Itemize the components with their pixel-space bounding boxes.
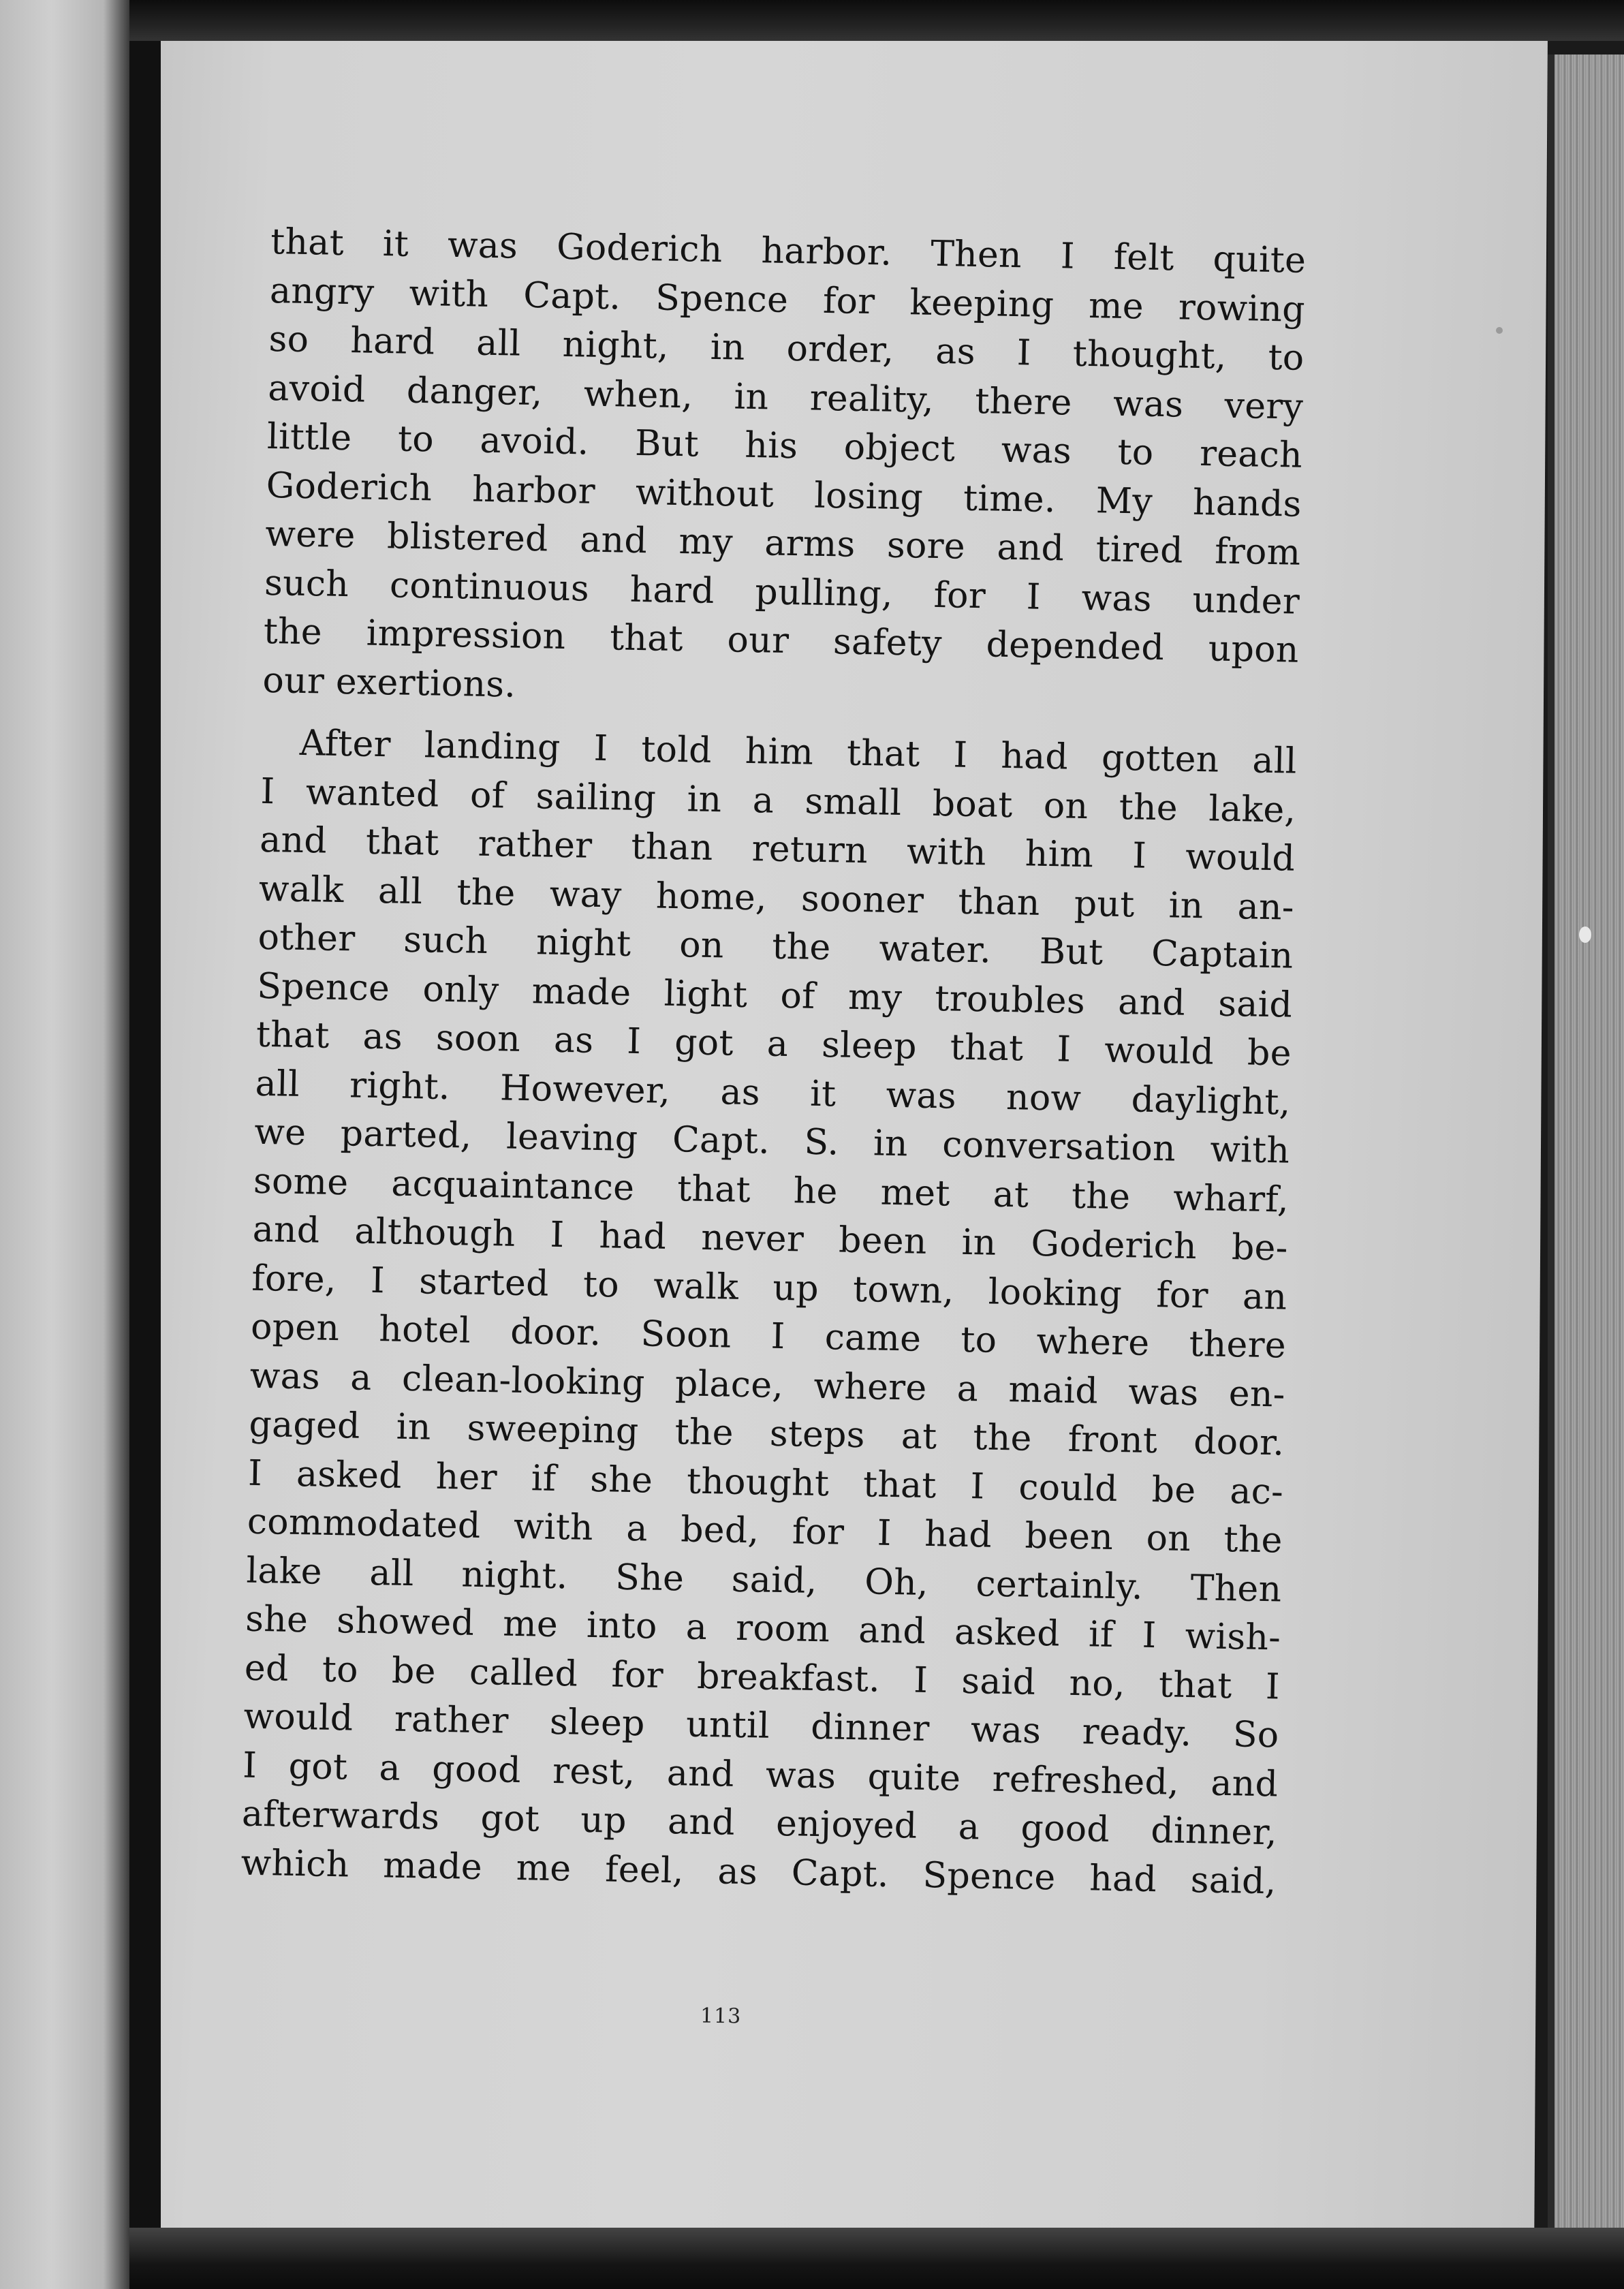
text-line: avoid danger, when, in reality, there was very (267, 367, 1304, 428)
text-line: was a clean-looking place, where a maid was en- (249, 1355, 1286, 1416)
top-border-shadow (129, 0, 1624, 41)
bottom-border-shadow (129, 2228, 1624, 2289)
body-text (240, 218, 1307, 1906)
text-line: ed to be called for breakfast. I said no, that I (244, 1647, 1281, 1707)
page-number: 113 (700, 2004, 742, 2029)
paragraph (262, 218, 1307, 724)
text-line: other such night on the water. But Captain (257, 916, 1294, 977)
text-line: would rather sleep until dinner was ready. So (243, 1696, 1279, 1756)
text-line: our exertions. (262, 659, 516, 706)
text-line: all right. However, as it was now daylight, (255, 1063, 1292, 1123)
text-line: were blistered and my arms sore and tired from (264, 513, 1301, 574)
text-line: Goderich harbor without losing time. My hands (266, 465, 1302, 525)
page-stack-edge (1548, 54, 1624, 2248)
text-line: which made me feel, as Capt. Spence had said, (240, 1842, 1277, 1902)
book-spine-shadow (129, 0, 161, 2289)
paper-speck (1496, 327, 1503, 334)
text-line: we parted, leaving Capt. S. in conversation with (253, 1111, 1290, 1172)
text-line: she showed me into a room and asked if I wish- (245, 1598, 1281, 1659)
text-line: After landing I told him that I had gotten all (299, 722, 1298, 782)
text-line: walk all the way home, sooner than put in an- (258, 868, 1295, 929)
facing-page-edge (0, 0, 129, 2289)
text-line: afterwards got up and enjoyed a good dinner, (241, 1793, 1278, 1854)
text-line: Spence only made light of my troubles and said (256, 965, 1293, 1026)
text-line: I wanted of sailing in a small boat on the lake, (260, 770, 1296, 831)
text-line: angry with Capt. Spence for keeping me rowing (269, 270, 1306, 330)
text-line: lake all night. She said, Oh, certainly. Then (246, 1550, 1282, 1610)
text-line: that as soon as I got a sleep that I would be (255, 1014, 1292, 1074)
text-line: gaged in sweeping the steps at the front door. (248, 1403, 1285, 1464)
text-line: fore, I started to walk up town, looking for an (251, 1258, 1287, 1318)
text-line: some acquaintance that he met at the wharf, (253, 1160, 1290, 1221)
paragraph (240, 719, 1297, 1907)
text-line: and although I had never been in Goderich be- (252, 1209, 1289, 1269)
text-line: commodated with a bed, for I had been on the (247, 1501, 1283, 1561)
text-line: that it was Goderich harbor. Then I felt quite (270, 221, 1307, 281)
text-line: I got a good rest, and was quite refreshed, and (242, 1745, 1279, 1805)
text-line: such continuous hard pulling, for I was under (264, 562, 1300, 623)
paper-speck (1579, 926, 1591, 943)
text-line: the impression that our safety depended upon (263, 610, 1300, 671)
text-line: little to avoid. But his object was to reach (266, 416, 1303, 476)
text-line: open hotel door. Soon I came to where there (250, 1306, 1287, 1367)
text-line: I asked her if she thought that I could be ac- (247, 1452, 1284, 1513)
text-line: and that rather than return with him I would (259, 819, 1296, 879)
text-line: so hard all night, in order, as I thought, to (268, 318, 1305, 379)
